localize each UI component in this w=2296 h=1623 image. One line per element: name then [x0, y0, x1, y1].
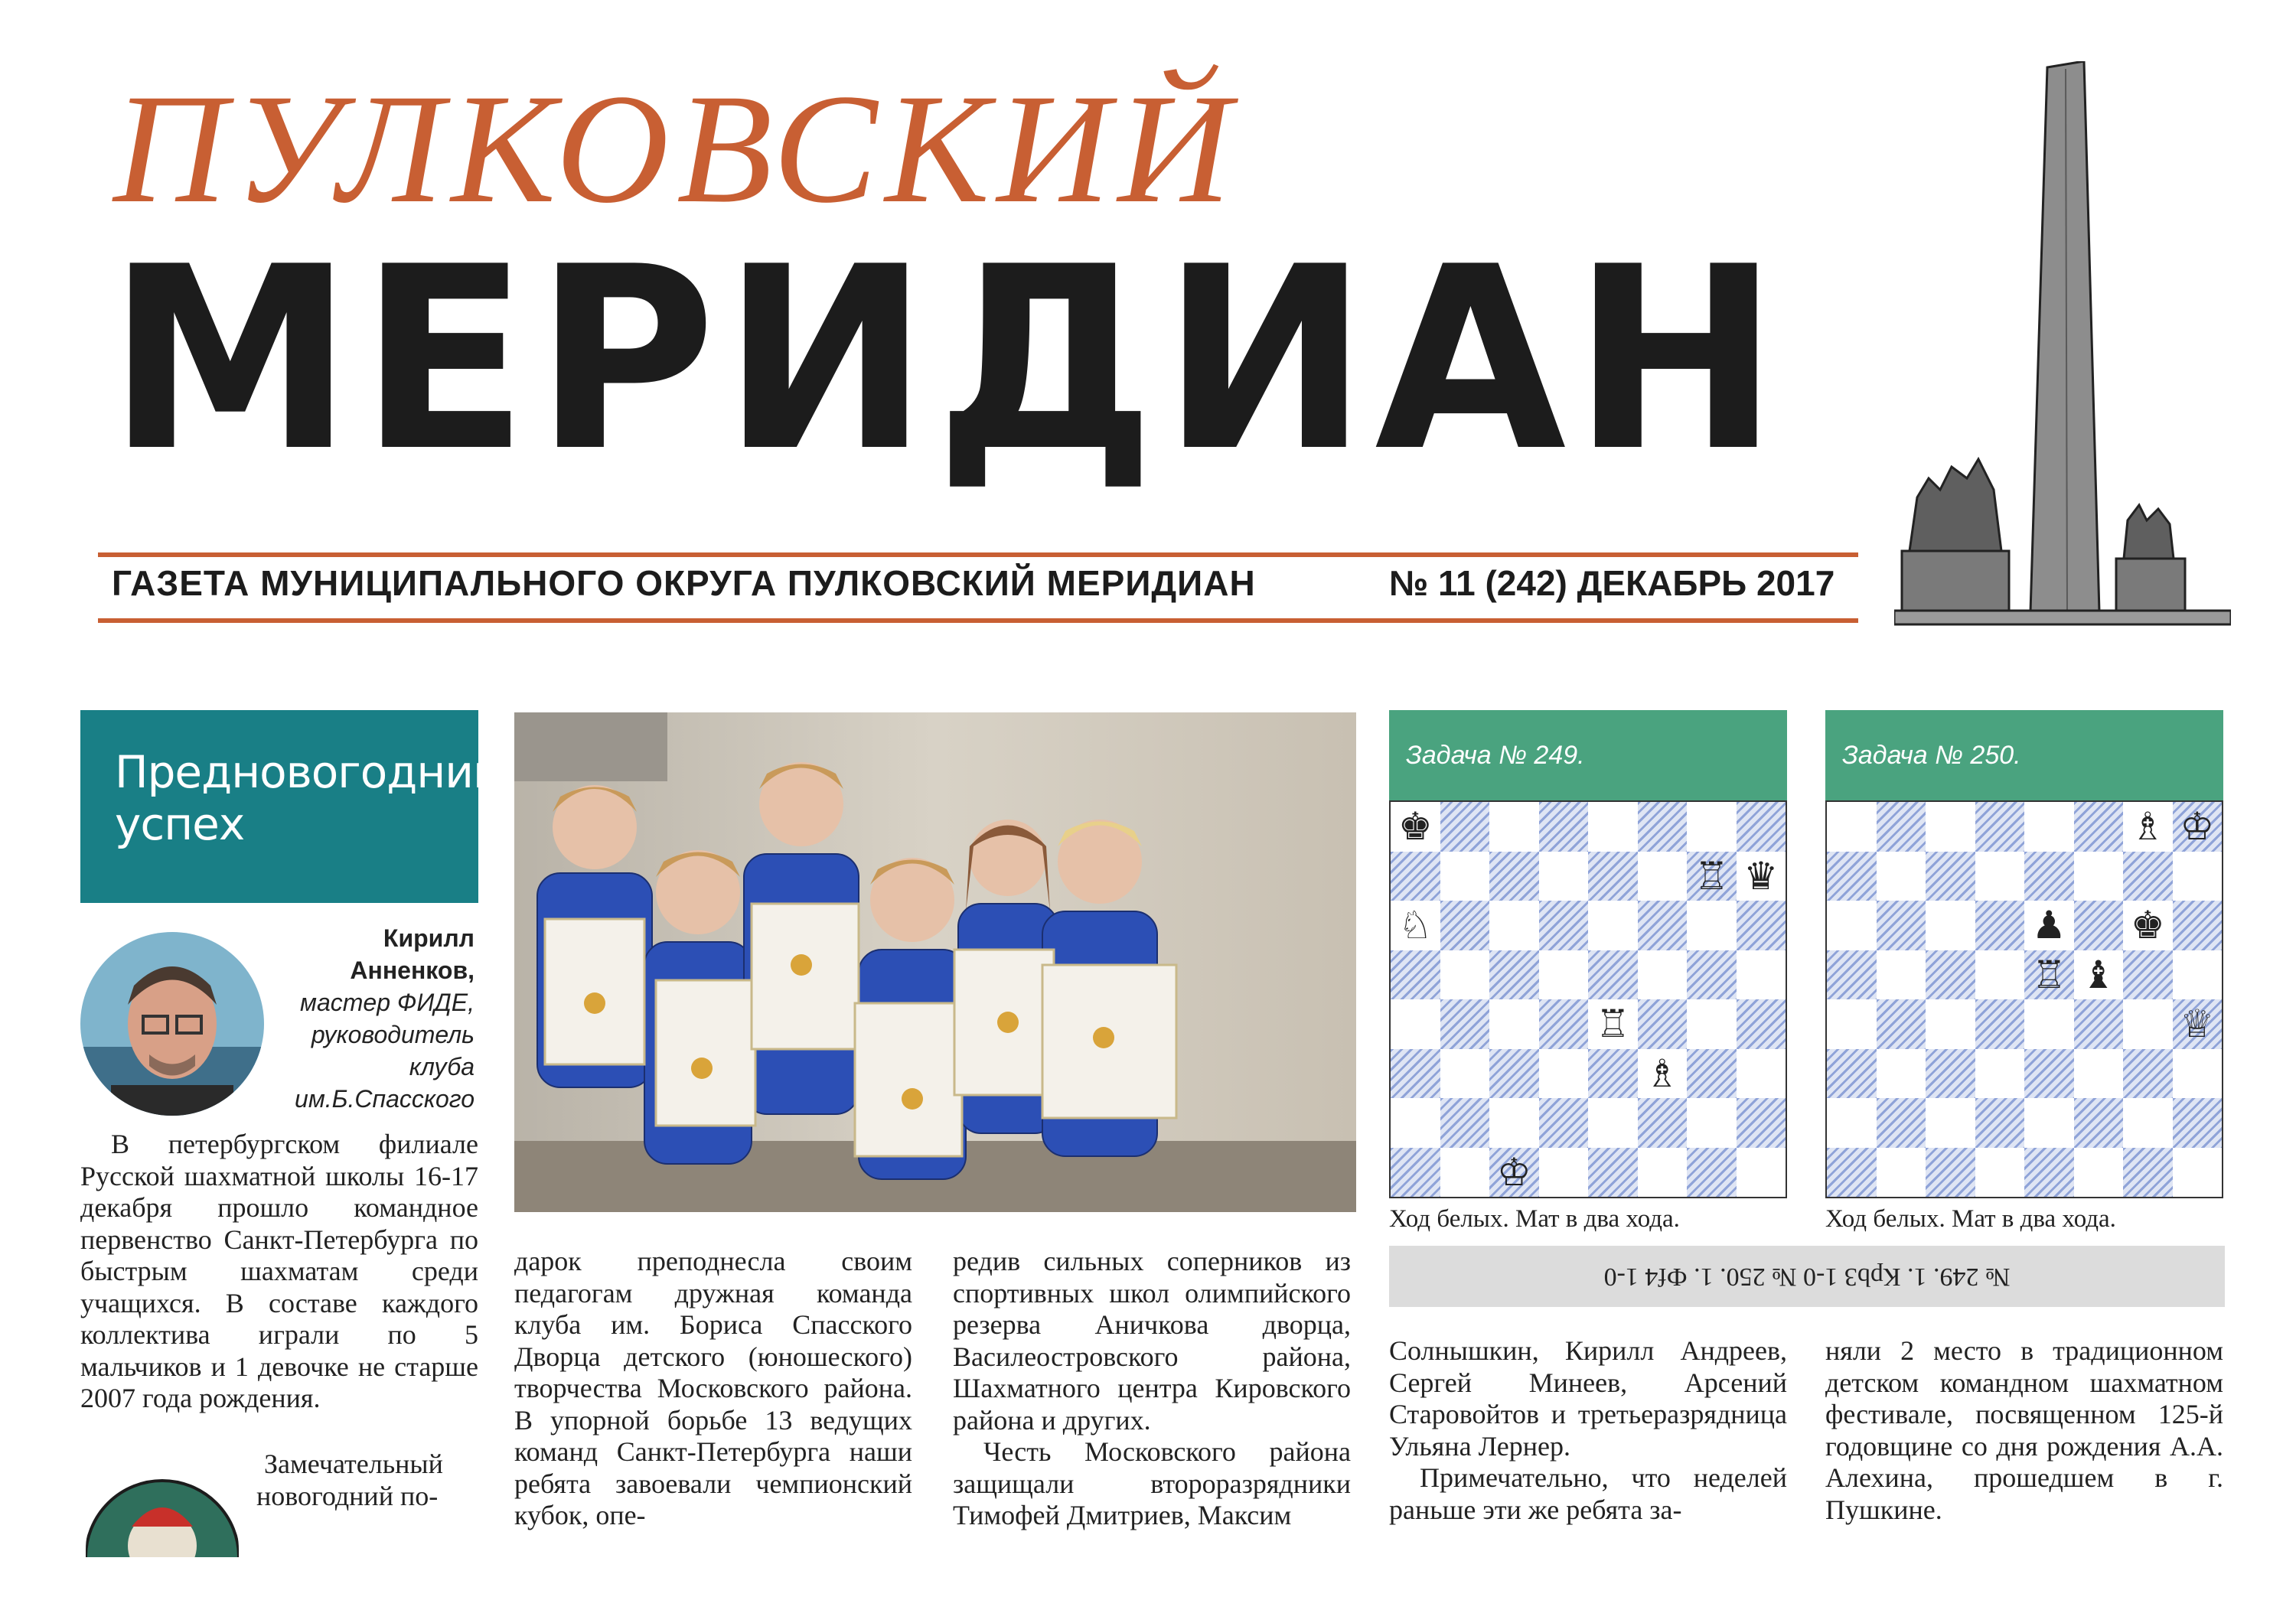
- chess-square: [1588, 1148, 1638, 1198]
- chess-square: [1975, 1148, 2025, 1198]
- chess-square: [2123, 901, 2173, 950]
- chess-square: [2024, 1098, 2074, 1148]
- chess-square: [2024, 950, 2074, 1000]
- chess-square: [2173, 852, 2223, 901]
- chess-square: [1827, 1098, 1877, 1148]
- chess-square: [1687, 1049, 1737, 1099]
- chess-square: [1926, 852, 1975, 901]
- chess-square: [2173, 901, 2223, 950]
- chess-square: [2123, 852, 2173, 901]
- chess-square: [1737, 802, 1786, 852]
- chess-square: [1737, 1049, 1786, 1099]
- chess-square: [1440, 802, 1490, 852]
- chess-problem-2-header: Задача № 250.: [1825, 710, 2223, 800]
- article-paragraph: Замечательный новогодний по-: [256, 1449, 443, 1511]
- chess-piece: ♖: [2031, 952, 2066, 997]
- chess-square: [1588, 1049, 1638, 1099]
- chess-square: [1827, 999, 1877, 1049]
- chess-piece: ♘: [1397, 903, 1433, 948]
- chess-square: [1391, 802, 1440, 852]
- chess-square: [2173, 1049, 2223, 1099]
- article-paragraph: дарок преподнесла своим педагогам дружная команда клуба им. Бориса Спасского Дворца детского (юношеского) творчества Московского района. В упорной борьбе 13 ведущих команд Санкт-Петербурга наши ребята завоевали чемпионский кубок, опе-: [514, 1246, 912, 1530]
- article-paragraph: В петербургском филиале Русской шахматной школы 16-17 декабря прошло командное первенство Санкт-Петербурга по быстрым шахматам среди учащихся. В составе каждого коллектива играли по 5 мальчиков и 1 девочке не старше 2007 года рождения.: [80, 1129, 478, 1413]
- masthead-rule-bottom: [98, 618, 1858, 623]
- chess-square: [2024, 901, 2074, 950]
- chess-square: [1638, 1098, 1688, 1148]
- chess-square: [2024, 1049, 2074, 1099]
- chess-square: [1877, 1148, 1926, 1198]
- chess-square: [1638, 802, 1688, 852]
- chess-square: [1737, 1148, 1786, 1198]
- chess-problem-1-caption: Ход белых. Мат в два хода.: [1389, 1205, 1680, 1233]
- chess-piece: ♗: [2130, 804, 2165, 849]
- chess-square: [1588, 1098, 1638, 1148]
- chess-piece: ♔: [1496, 1149, 1531, 1194]
- chess-square: [1877, 1098, 1926, 1148]
- chess-square: [1440, 1098, 1490, 1148]
- chess-square: [2074, 1049, 2124, 1099]
- article-column-5: [1825, 1335, 2223, 1526]
- chess-square: [1440, 950, 1490, 1000]
- chess-square: [1827, 1049, 1877, 1099]
- chess-piece: ♚: [1397, 804, 1433, 849]
- chess-square: [1638, 950, 1688, 1000]
- chess-square: [1926, 1148, 1975, 1198]
- decorative-emblem: [86, 1473, 239, 1557]
- chess-problem-1-header: Задача № 249.: [1389, 710, 1787, 800]
- chess-square: [1588, 852, 1638, 901]
- chess-square: [1391, 1098, 1440, 1148]
- chess-square: [1489, 950, 1539, 1000]
- chess-square: [1877, 802, 1926, 852]
- chess-square: [1539, 852, 1589, 901]
- chess-piece: ♔: [2180, 804, 2215, 849]
- team-photo: [514, 712, 1356, 1212]
- chess-square: [2024, 802, 2074, 852]
- chess-square: [1737, 950, 1786, 1000]
- masthead-rule-top: [98, 552, 1858, 557]
- chess-square: [2024, 999, 2074, 1049]
- article-paragraph: Честь Московского района защищали второразрядники Тимофей Дмитриев, Максим: [953, 1436, 1351, 1530]
- chess-square: [1638, 1148, 1688, 1198]
- masthead-title-top: ПУЛКОВСКИЙ: [113, 62, 1239, 236]
- chess-square: [1539, 1148, 1589, 1198]
- chess-square: [2074, 1098, 2124, 1148]
- chess-square: [1440, 999, 1490, 1049]
- chess-square: [2123, 1098, 2173, 1148]
- chess-square: [1391, 852, 1440, 901]
- article-column-1-continued: [256, 1449, 478, 1512]
- chess-answers-text: № 249. 1. Крb3 1-0 № 250. 1. Фf4 1-0: [1603, 1263, 2011, 1291]
- chess-board-2: [1825, 800, 2223, 1198]
- chess-square: [2123, 1148, 2173, 1198]
- chess-square: [1877, 999, 1926, 1049]
- chess-square: [1489, 802, 1539, 852]
- chess-square: [1827, 1148, 1877, 1198]
- chess-square: [2123, 802, 2173, 852]
- chess-square: [1638, 852, 1688, 901]
- author-caption: [253, 922, 475, 1115]
- article-column-4: [1389, 1335, 1787, 1526]
- article-paragraph: Солнышкин, Кирилл Андреев, Сергей Минеев, Арсений Старовойтов и третьеразрядница Ульяна Лернер.: [1389, 1335, 1787, 1462]
- chess-square: [1877, 852, 1926, 901]
- chess-square: [2074, 950, 2124, 1000]
- chess-square: [1687, 1148, 1737, 1198]
- chess-square: [1975, 950, 2025, 1000]
- chess-square: [2173, 802, 2223, 852]
- chess-square: [1877, 1049, 1926, 1099]
- chess-square: [1687, 852, 1737, 901]
- chess-square: [1391, 999, 1440, 1049]
- chess-square: [2173, 999, 2223, 1049]
- chess-piece: ♕: [2180, 1002, 2215, 1047]
- chess-square: [2123, 950, 2173, 1000]
- chess-square: [1440, 1049, 1490, 1099]
- chess-square: [1926, 802, 1975, 852]
- chess-piece: ♚: [2130, 903, 2165, 948]
- chess-square: [1489, 1148, 1539, 1198]
- article-headline: Предновогодний успех: [115, 746, 501, 850]
- chess-square: [1638, 999, 1688, 1049]
- masthead-title-main: МЕРИДИАН: [107, 213, 1786, 507]
- chess-square: [1687, 999, 1737, 1049]
- masthead-subtitle: ГАЗЕТА МУНИЦИПАЛЬНОГО ОКРУГА ПУЛКОВСКИЙ МЕРИДИАН: [112, 563, 1256, 603]
- chess-square: [1975, 1049, 2025, 1099]
- chess-square: [2173, 1148, 2223, 1198]
- chess-square: [2123, 1049, 2173, 1099]
- chess-square: [1737, 1098, 1786, 1148]
- chess-square: [1638, 901, 1688, 950]
- chess-square: [2074, 852, 2124, 901]
- chess-square: [1827, 802, 1877, 852]
- chess-square: [1489, 852, 1539, 901]
- chess-square: [1489, 1098, 1539, 1148]
- chess-square: [1975, 802, 2025, 852]
- chess-square: [1926, 950, 1975, 1000]
- article-paragraph: Примечательно, что неделей раньше эти же ребята за-: [1389, 1462, 1787, 1525]
- chess-square: [1539, 1049, 1589, 1099]
- article-column-2: [514, 1246, 912, 1532]
- chess-square: [1539, 901, 1589, 950]
- chess-square: [1687, 1098, 1737, 1148]
- chess-square: [1926, 1049, 1975, 1099]
- chess-square: [1588, 802, 1638, 852]
- author-role: мастер ФИДЕ, руководитель клуба им.Б.Спасского: [295, 989, 475, 1113]
- chess-square: [2074, 999, 2124, 1049]
- chess-square: [1975, 852, 2025, 901]
- chess-square: [2074, 901, 2124, 950]
- chess-square: [1638, 1049, 1688, 1099]
- chess-square: [1926, 1098, 1975, 1148]
- chess-square: [2074, 1148, 2124, 1198]
- chess-square: [2024, 852, 2074, 901]
- article-paragraph: редив сильных соперников из спортивных школ олимпийского резерва Аничкова дворца, Василеостровского района, Шахматного центра Кировского района и других.: [953, 1246, 1351, 1436]
- chess-square: [1539, 999, 1589, 1049]
- chess-square: [1975, 1098, 2025, 1148]
- chess-square: [1737, 901, 1786, 950]
- chess-piece: ♖: [1694, 853, 1729, 898]
- chess-piece: ♝: [2081, 952, 2116, 997]
- chess-square: [1877, 950, 1926, 1000]
- issue-number: № 11 (242) ДЕКАБРЬ 2017: [1389, 563, 1835, 603]
- chess-square: [1391, 1049, 1440, 1099]
- chess-square: [1440, 852, 1490, 901]
- chess-square: [2074, 802, 2124, 852]
- chess-square: [1440, 901, 1490, 950]
- chess-square: [1489, 999, 1539, 1049]
- article-column-1: [80, 1129, 478, 1415]
- chess-square: [1827, 901, 1877, 950]
- chess-problem-2-caption: Ход белых. Мат в два хода.: [1825, 1205, 2116, 1233]
- chess-square: [1975, 901, 2025, 950]
- article-paragraph: няли 2 место в традиционном детском командном шахматном фестивале, посвященном 125-й годовщине со дня рождения А.А. Алехина, прошедшем в г. Пушкине.: [1825, 1335, 2223, 1525]
- chess-piece: ♗: [1645, 1051, 1680, 1096]
- author-portrait: [80, 932, 264, 1116]
- chess-square: [2173, 1098, 2223, 1148]
- monument-illustration: [1894, 61, 2231, 627]
- chess-square: [1440, 1148, 1490, 1198]
- chess-square: [1827, 852, 1877, 901]
- chess-square: [1687, 802, 1737, 852]
- chess-board-1: [1389, 800, 1787, 1198]
- chess-piece: ♛: [1743, 853, 1779, 898]
- chess-square: [1687, 901, 1737, 950]
- chess-square: [1975, 999, 2025, 1049]
- article-column-3: [953, 1246, 1351, 1532]
- chess-square: [1539, 802, 1589, 852]
- chess-square: [1827, 950, 1877, 1000]
- chess-square: [1391, 901, 1440, 950]
- chess-square: [1489, 1049, 1539, 1099]
- chess-square: [1737, 852, 1786, 901]
- chess-square: [1588, 999, 1638, 1049]
- chess-square: [1926, 901, 1975, 950]
- chess-square: [1391, 950, 1440, 1000]
- chess-square: [2024, 1148, 2074, 1198]
- chess-square: [1588, 901, 1638, 950]
- chess-square: [1539, 950, 1589, 1000]
- chess-piece: ♟: [2031, 903, 2066, 948]
- chess-piece: ♖: [1595, 1002, 1630, 1047]
- chess-square: [1877, 901, 1926, 950]
- chess-square: [1391, 1148, 1440, 1198]
- chess-square: [1687, 950, 1737, 1000]
- chess-square: [1489, 901, 1539, 950]
- chess-square: [1539, 1098, 1589, 1148]
- author-name: Кирилл Анненков,: [350, 924, 475, 984]
- chess-square: [2123, 999, 2173, 1049]
- chess-square: [1737, 999, 1786, 1049]
- chess-square: [1926, 999, 1975, 1049]
- chess-square: [1588, 950, 1638, 1000]
- chess-square: [2173, 950, 2223, 1000]
